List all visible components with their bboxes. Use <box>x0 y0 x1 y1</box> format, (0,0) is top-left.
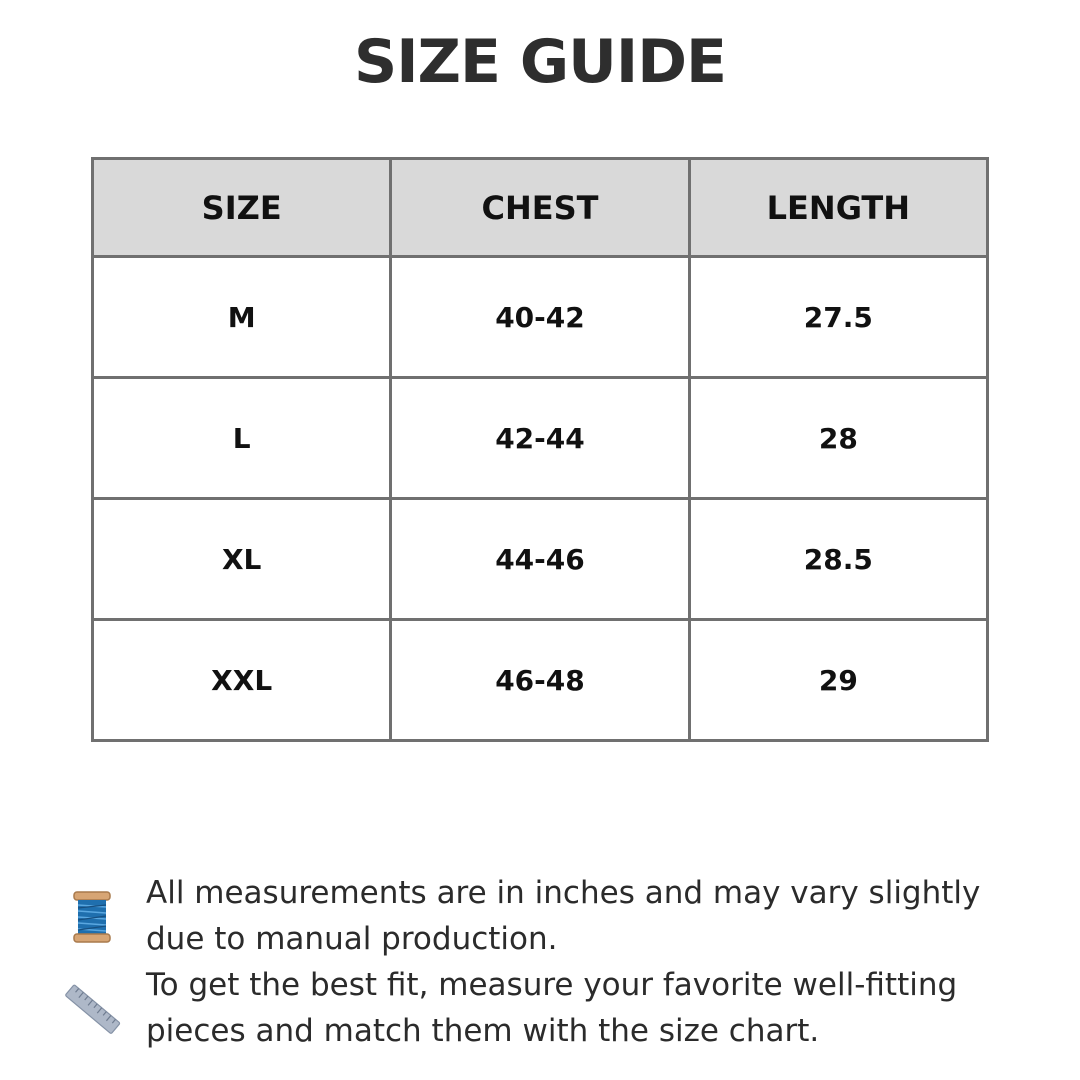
note-measurements <box>60 870 1020 962</box>
cell-chest: 44-46 <box>391 499 689 620</box>
table-header-row <box>93 159 988 257</box>
cell-chest: 46-48 <box>391 620 689 741</box>
cell-length: 29 <box>689 620 987 741</box>
page-title: SIZE GUIDE <box>353 27 726 97</box>
cell-length: 28.5 <box>689 499 987 620</box>
cell-length: 27.5 <box>689 257 987 378</box>
cell-size: L <box>93 378 391 499</box>
cell-chest: 42-44 <box>391 378 689 499</box>
header-size: SIZE <box>93 159 391 257</box>
size-table <box>91 157 989 742</box>
header-length: LENGTH <box>689 159 987 257</box>
notes-section <box>60 870 1020 1054</box>
cell-length: 28 <box>689 378 987 499</box>
table-row <box>93 378 988 499</box>
cell-size: M <box>93 257 391 378</box>
table-row <box>93 620 988 741</box>
thread-spool-icon <box>60 886 124 950</box>
note-best-fit <box>60 962 1020 1054</box>
header-chest: CHEST <box>391 159 689 257</box>
note-measurements-text: All measurements are in inches and may vary slightly due to manual production. <box>146 875 981 957</box>
cell-size: XL <box>93 499 391 620</box>
note-best-fit-text: To get the best fit, measure your favorite well-fitting pieces and match them with the size chart. <box>146 967 958 1049</box>
table-row <box>93 257 988 378</box>
ruler-icon <box>60 978 124 1042</box>
cell-size: XXL <box>93 620 391 741</box>
table-row <box>93 499 988 620</box>
cell-chest: 40-42 <box>391 257 689 378</box>
